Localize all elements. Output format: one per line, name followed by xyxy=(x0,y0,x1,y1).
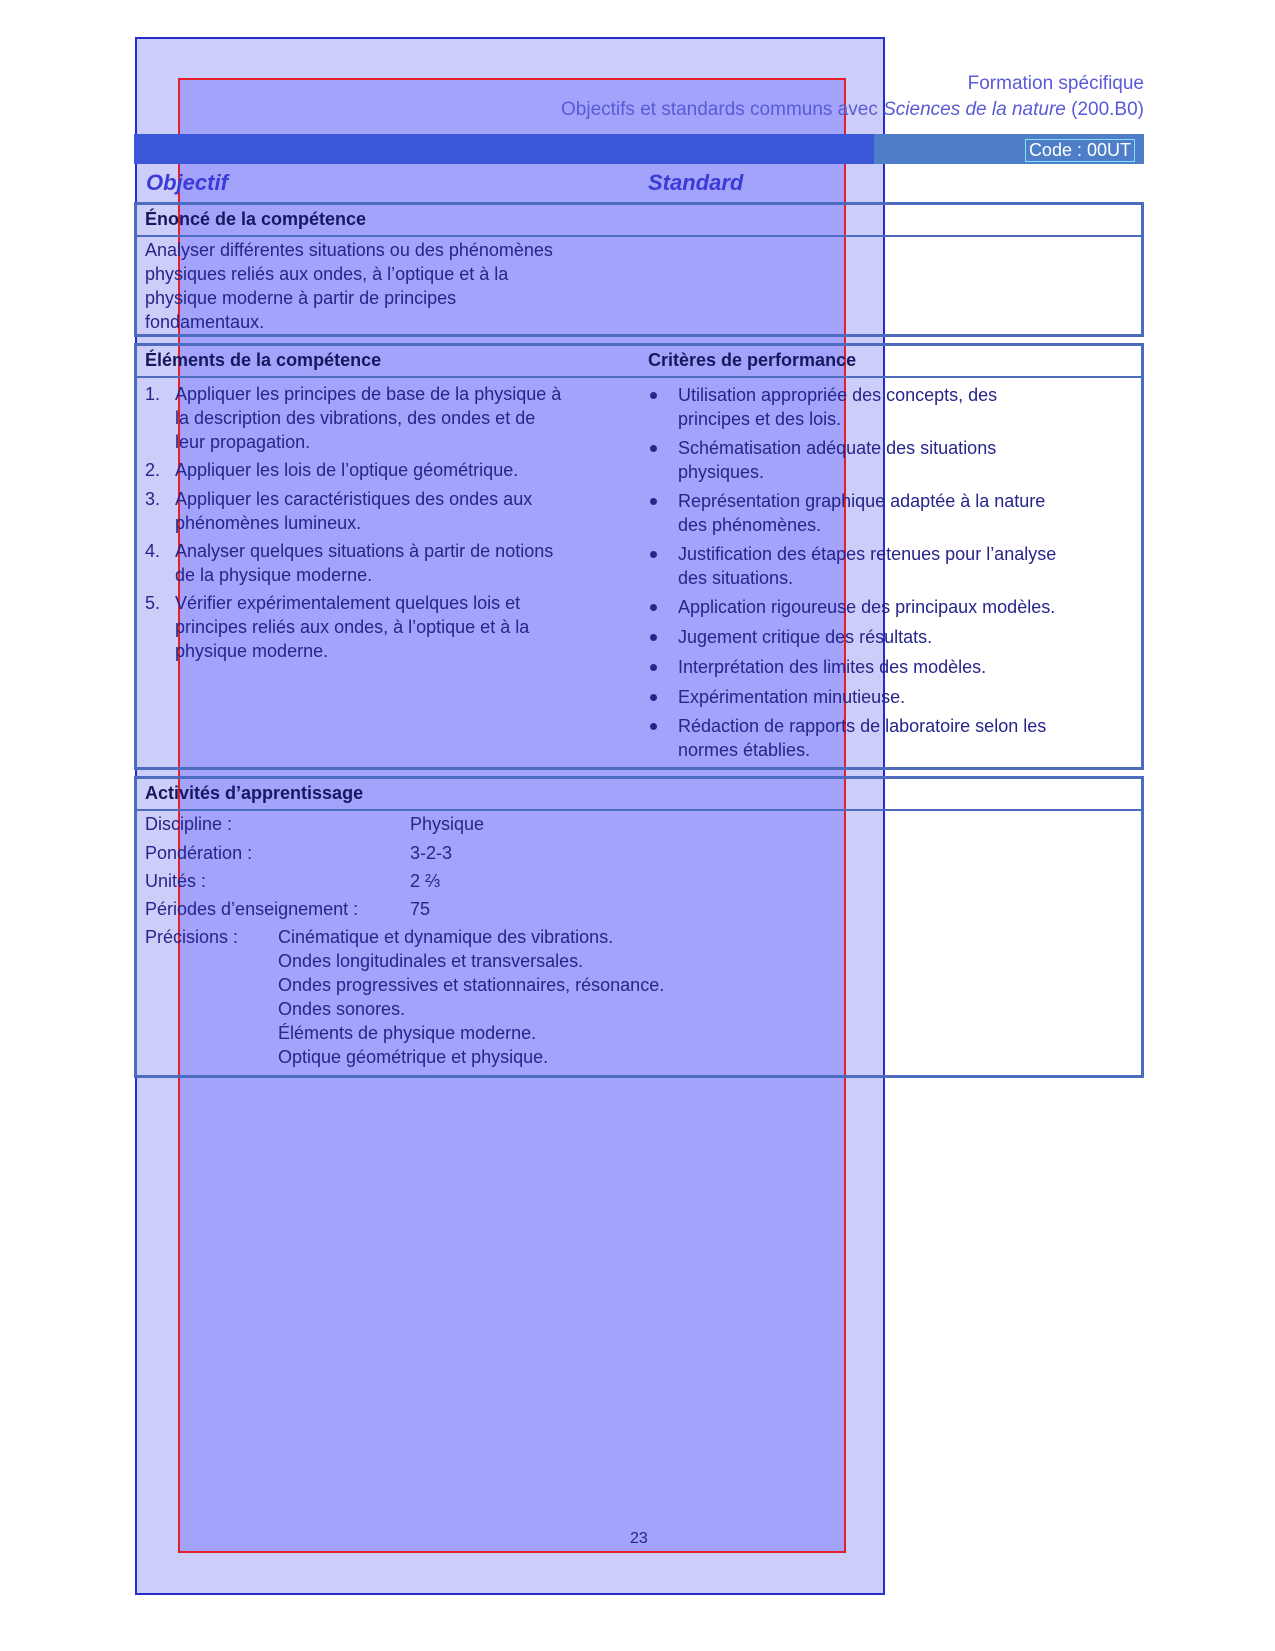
bullet-icon xyxy=(650,723,657,730)
bullet-icon xyxy=(650,392,657,399)
critere-line: des phénomènes. xyxy=(678,515,822,535)
critere-line: Justification des étapes retenues pour l’analyse xyxy=(678,544,1057,564)
element-line: phénomènes lumineux. xyxy=(175,513,362,533)
element-number: 3. xyxy=(145,489,161,509)
bullet-icon xyxy=(650,634,657,641)
precision-line: Ondes progressives et stationnaires, résonance. xyxy=(278,975,665,995)
critere-line: Jugement critique des résultats. xyxy=(678,627,933,647)
periodes-value: 75 xyxy=(410,899,431,919)
critere-line: Utilisation appropriée des concepts, des xyxy=(678,385,998,405)
header-bar xyxy=(134,134,1144,164)
bullet-icon xyxy=(650,664,657,671)
enonce-line: physique moderne à partir de principes xyxy=(145,288,457,308)
precision-line: Cinématique et dynamique des vibrations. xyxy=(278,927,614,947)
enonce-line: physiques reliés aux ondes, à l’optique et à la xyxy=(145,264,509,284)
element-line: la description des vibrations, des ondes et de xyxy=(175,408,536,428)
critere-line: Schématisation adéquate des situations xyxy=(678,438,997,458)
element-line: Appliquer les principes de base de la physique à xyxy=(175,384,562,404)
standard-column-title: Standard xyxy=(648,170,744,195)
precision-line: Ondes longitudinales et transversales. xyxy=(278,951,584,971)
page-number: 23 xyxy=(630,1530,648,1547)
critere-line: Application rigoureuse des principaux modèles. xyxy=(678,597,1056,617)
enonce-heading: Énoncé de la compétence xyxy=(145,209,367,229)
subtitle-code: (200.B0) xyxy=(1065,99,1144,120)
criteres-heading: Critères de performance xyxy=(648,350,857,370)
element-line: Vérifier expérimentalement quelques lois et xyxy=(175,593,521,613)
bullet-icon xyxy=(650,604,657,611)
precision-line: Ondes sonores. xyxy=(278,999,406,1019)
critere-line: normes établies. xyxy=(678,740,811,760)
unites-value: 2 ⅔ xyxy=(410,871,441,891)
element-line: Analyser quelques situations à partir de notions xyxy=(175,541,554,561)
precisions-label: Précisions : xyxy=(145,927,239,947)
activites-heading: Activités d’apprentissage xyxy=(145,783,364,803)
element-line: principes reliés aux ondes, à l’optique et à la xyxy=(175,617,530,637)
element-number: 4. xyxy=(145,541,161,561)
critere-line: principes et des lois. xyxy=(678,409,842,429)
element-number: 5. xyxy=(145,593,161,613)
element-line: physique moderne. xyxy=(175,641,329,661)
discipline-value: Physique xyxy=(410,814,485,834)
ponderation-label: Pondération : xyxy=(145,843,253,863)
precision-line: Optique géométrique et physique. xyxy=(278,1047,549,1067)
unites-label: Unités : xyxy=(145,871,207,891)
bullet-icon xyxy=(650,498,657,505)
element-line: Appliquer les caractéristiques des ondes aux xyxy=(175,489,533,509)
page-subtitle xyxy=(561,99,1144,121)
bullet-icon xyxy=(650,445,657,452)
critere-line: physiques. xyxy=(678,462,765,482)
element-number: 1. xyxy=(145,384,161,404)
elements-heading: Éléments de la compétence xyxy=(145,350,382,370)
enonce-line: Analyser différentes situations ou des phénomènes xyxy=(145,240,553,260)
critere-line: Représentation graphique adaptée à la nature xyxy=(678,491,1046,511)
critere-line: Expérimentation minutieuse. xyxy=(678,687,906,707)
section-title: Formation spécifique xyxy=(967,73,1144,94)
ponderation-value: 3-2-3 xyxy=(410,843,453,863)
subtitle-program: Sciences de la nature xyxy=(883,99,1066,120)
element-line: leur propagation. xyxy=(175,432,311,452)
element-number: 2. xyxy=(145,460,161,480)
enonce-line: fondamentaux. xyxy=(145,312,265,332)
bullet-icon xyxy=(650,694,657,701)
program-code: Code : 00UT xyxy=(1025,139,1135,162)
critere-line: Rédaction de rapports de laboratoire selon les xyxy=(678,716,1047,736)
subtitle-prefix: Objectifs et standards communs avec xyxy=(561,99,884,120)
objective-column-title: Objectif xyxy=(146,170,228,195)
periodes-label: Périodes d’enseignement : xyxy=(145,899,359,919)
element-line: Appliquer les lois de l’optique géométrique. xyxy=(175,460,519,480)
critere-line: Interprétation des limites des modèles. xyxy=(678,657,987,677)
precision-line: Éléments de physique moderne. xyxy=(278,1023,537,1043)
critere-line: des situations. xyxy=(678,568,794,588)
element-line: de la physique moderne. xyxy=(175,565,373,585)
bullet-icon xyxy=(650,551,657,558)
discipline-label: Discipline : xyxy=(145,814,233,834)
